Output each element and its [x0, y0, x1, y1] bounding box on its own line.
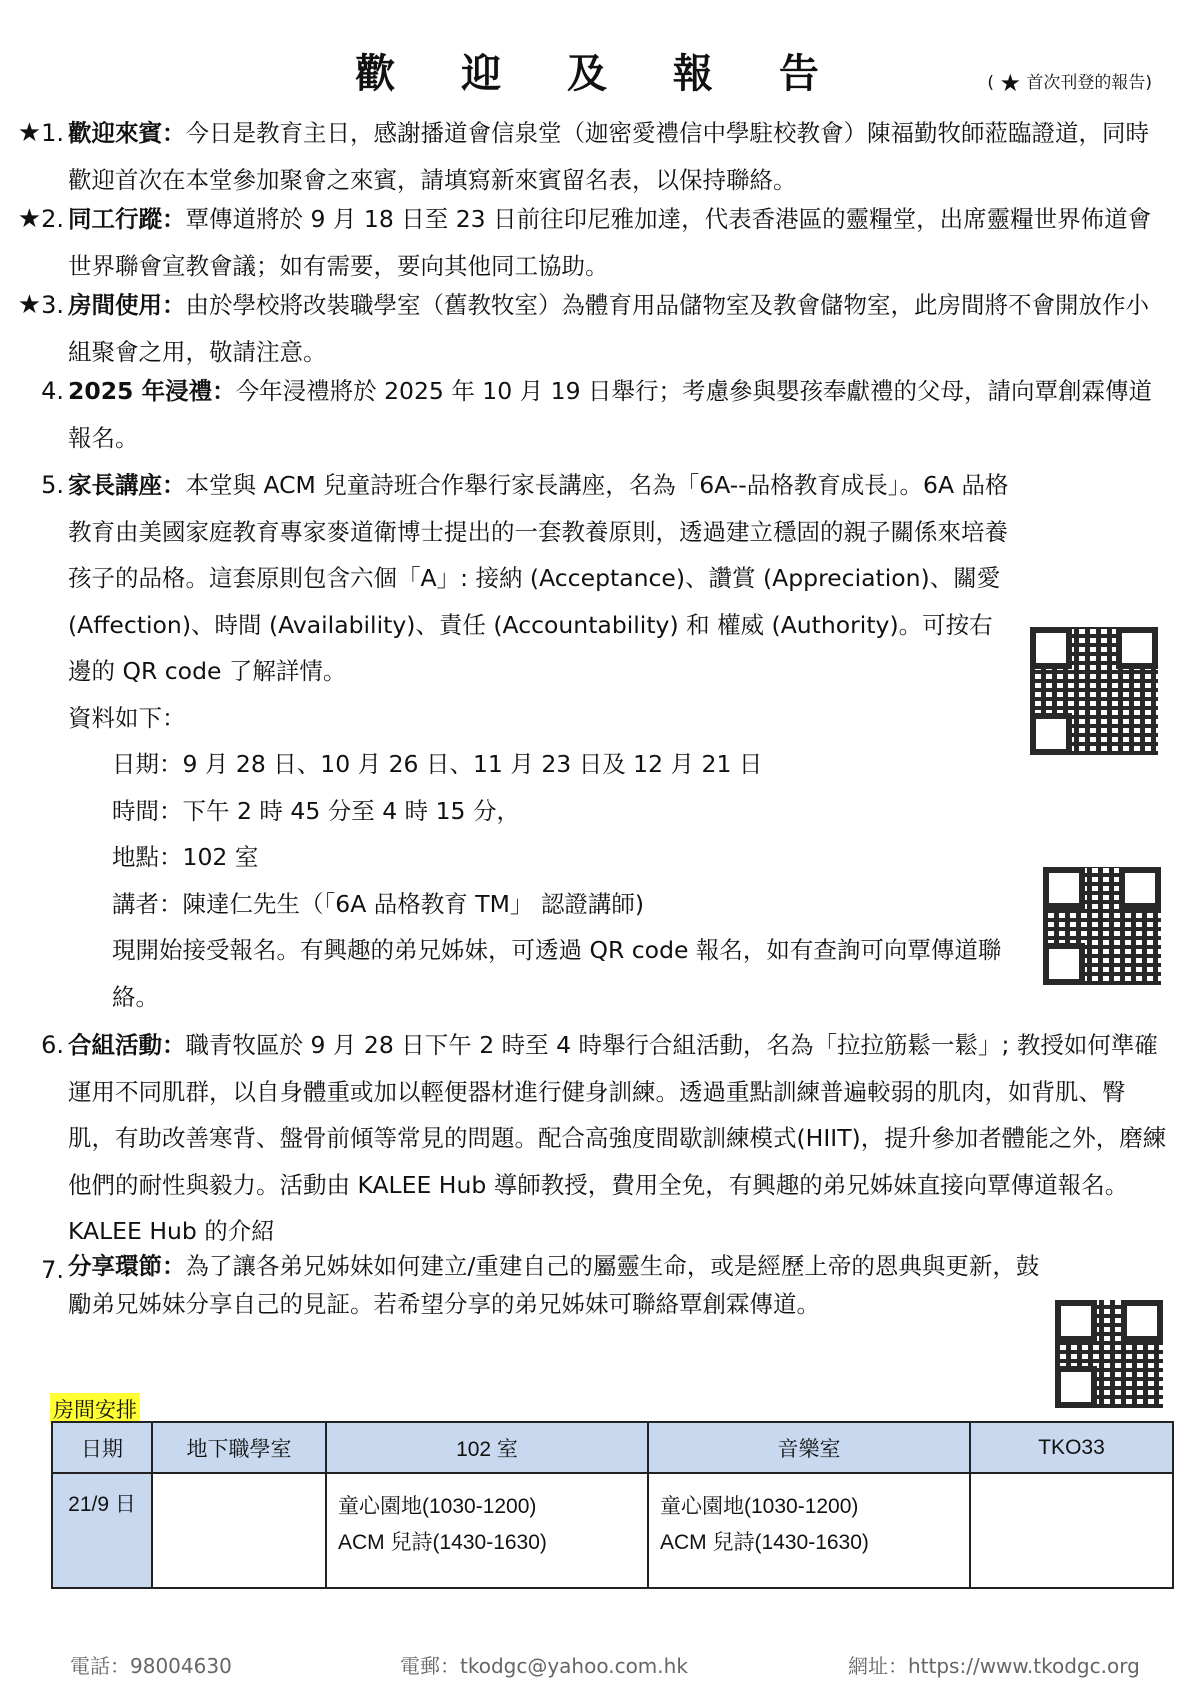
item-heading: 歡迎來賓：: [68, 119, 186, 147]
item-text: 為了讓各弟兄姊妹如何建立/重建自己的屬靈生命，或是經歷上帝的恩典與更新，鼓勵弟兄姊妹分享自己的見証。若希望分享的弟兄姊妹可聯絡覃創霖傳道。: [68, 1252, 1040, 1318]
talk-intro: 資料如下：: [68, 703, 186, 732]
announcement-item-7: [0, 1247, 1200, 1323]
item-heading: 同工行蹤：: [68, 205, 186, 233]
item-number: 5.: [41, 471, 64, 499]
announcement-list: [0, 110, 1200, 1323]
table-header-row: [52, 1422, 1173, 1473]
room-arrangement-label: 房間安排: [50, 1393, 140, 1425]
item-text: 覃傳道將於 9 月 18 日至 23 日前往印尼雅加達，代表香港區的靈糧堂，出席靈糧世界佈道會世界聯會宣教會議；如有需要，要向其他同工協助。: [68, 205, 1152, 280]
qr-code-details-icon[interactable]: [1030, 627, 1158, 755]
qr-code-kalee-icon[interactable]: [1055, 1300, 1163, 1408]
room-arrangement-table: [51, 1421, 1174, 1589]
cell-entry: 童心園地(1030-1200): [660, 1495, 859, 1518]
qr-code-signup-icon[interactable]: [1043, 867, 1161, 985]
item-number: 7.: [41, 1256, 64, 1284]
footer-phone: 電話：98004630: [70, 1654, 232, 1678]
star-icon: ★: [17, 118, 42, 148]
star-icon: ★: [999, 69, 1021, 97]
cell-102: [326, 1473, 648, 1588]
item-number: ★1.: [17, 118, 64, 148]
cell-entry: ACM 兒詩(1430-1630): [660, 1531, 869, 1554]
item-heading: 家長講座：: [68, 471, 186, 499]
item-heading: 分享環節：: [68, 1252, 186, 1280]
cell-tko33: [970, 1473, 1173, 1588]
announcement-item-5: [0, 462, 1200, 1022]
item-number: 6.: [41, 1031, 64, 1059]
header-music: 音樂室: [648, 1422, 970, 1473]
talk-date: 日期：9 月 28 日、10 月 26 日、11 月 23 日及 12 月 21 日: [112, 750, 763, 778]
first-published-note: [987, 68, 1152, 97]
kalee-intro-link[interactable]: KALEE Hub 的介紹: [68, 1217, 275, 1245]
announcement-item-6: [0, 1022, 1200, 1247]
item-text: 職青牧區於 9 月 28 日下午 2 時至 4 時舉行合組活動，名為「拉拉筋鬆一鬆」; 教授如何準確運用不同肌群，以自身體重或加以輕便器材進行健身訓練。透過重點訓練普遍較弱的肌肉，如背肌、臀肌，有助改善寒背、盤骨前傾等常見的問題。配合高強度間歇訓練模式(HIIT)，提升參加者體能之外，磨練他們的耐性與毅力。活動由 KALEE Hub 導師教授，費用全免，有興趣的弟兄姊妹直接向覃傳道報名。: [68, 1031, 1167, 1199]
footer-website[interactable]: 網址：https://www.tkodgc.org: [848, 1654, 1140, 1678]
item-heading: 2025 年浸禮：: [68, 377, 236, 405]
cell-entry: ACM 兒詩(1430-1630): [338, 1531, 547, 1554]
item-number: ★3.: [17, 290, 64, 320]
announcement-item-4: [0, 368, 1200, 462]
item-heading: 房間使用：: [68, 291, 186, 319]
header-basement: 地下職學室: [152, 1422, 326, 1473]
table-row: [52, 1473, 1173, 1588]
star-icon: ★: [17, 290, 42, 320]
cell-date: 21/9 日: [52, 1473, 152, 1588]
cell-entry: 童心園地(1030-1200): [338, 1495, 537, 1518]
talk-time: 時間：下午 2 時 45 分至 4 時 15 分，: [112, 796, 520, 825]
note-open: (: [987, 73, 995, 93]
header-tko33: TKO33: [970, 1422, 1173, 1473]
announcement-item-2: [0, 196, 1200, 282]
announcement-item-1: [0, 110, 1200, 196]
item-heading: 合組活動：: [68, 1031, 186, 1059]
page-title: 歡 迎 及 報 告: [355, 51, 845, 97]
item-text: 今年浸禮將於 2025 年 10 月 19 日舉行；考慮參與嬰孩奉獻禮的父母，請向覃創霖傳道報名。: [68, 377, 1153, 452]
item-text: 本堂與 ACM 兒童詩班合作舉行家長講座，名為「6A--品格教育成長」。6A 品格教育由美國家庭教育專家麥道衛博士提出的一套教養原則，透過建立穩固的親子關係來培養孩子的品格。這套原則包含六個「A」: 接納 (Acceptance)、讚賞 (Appreciation)、關愛 (Affection)、時間 (Availability)、責任 (Accountability) 和 權威 (Authority)。可按右邊的 QR code 了解詳情。: [68, 471, 1009, 685]
star-icon: ★: [17, 204, 42, 234]
cell-music: [648, 1473, 970, 1588]
announcement-item-3: [0, 282, 1200, 368]
header-102: 102 室: [326, 1422, 648, 1473]
talk-speaker: 講者：陳達仁先生（「6A 品格教育 TM」 認證講師): [112, 889, 644, 918]
cell-basement: [152, 1473, 326, 1588]
item-text: 今日是教育主日，感謝播道會信泉堂（迦密愛禮信中學駐校教會）陳福勤牧師蒞臨證道，同時歡迎首次在本堂參加聚會之來賓，請填寫新來賓留名表，以保持聯絡。: [68, 119, 1149, 194]
item-number: ★2.: [17, 204, 64, 234]
talk-signup: 現開始接受報名。有興趣的弟兄姊妹，可透過 QR code 報名，如有查詢可向覃傳道聯絡。: [112, 936, 1002, 1011]
footer-email[interactable]: 電郵：tkodgc@yahoo.com.hk: [400, 1654, 688, 1678]
item-number: 4.: [41, 377, 64, 405]
talk-place: 地點：102 室: [112, 843, 259, 871]
note-text: 首次刊登的報告): [1026, 73, 1152, 93]
item-text: 由於學校將改裝職學室（舊教牧室）為體育用品儲物室及教會儲物室，此房間將不會開放作小組聚會之用，敬請注意。: [68, 291, 1149, 366]
header-date: 日期: [52, 1422, 152, 1473]
